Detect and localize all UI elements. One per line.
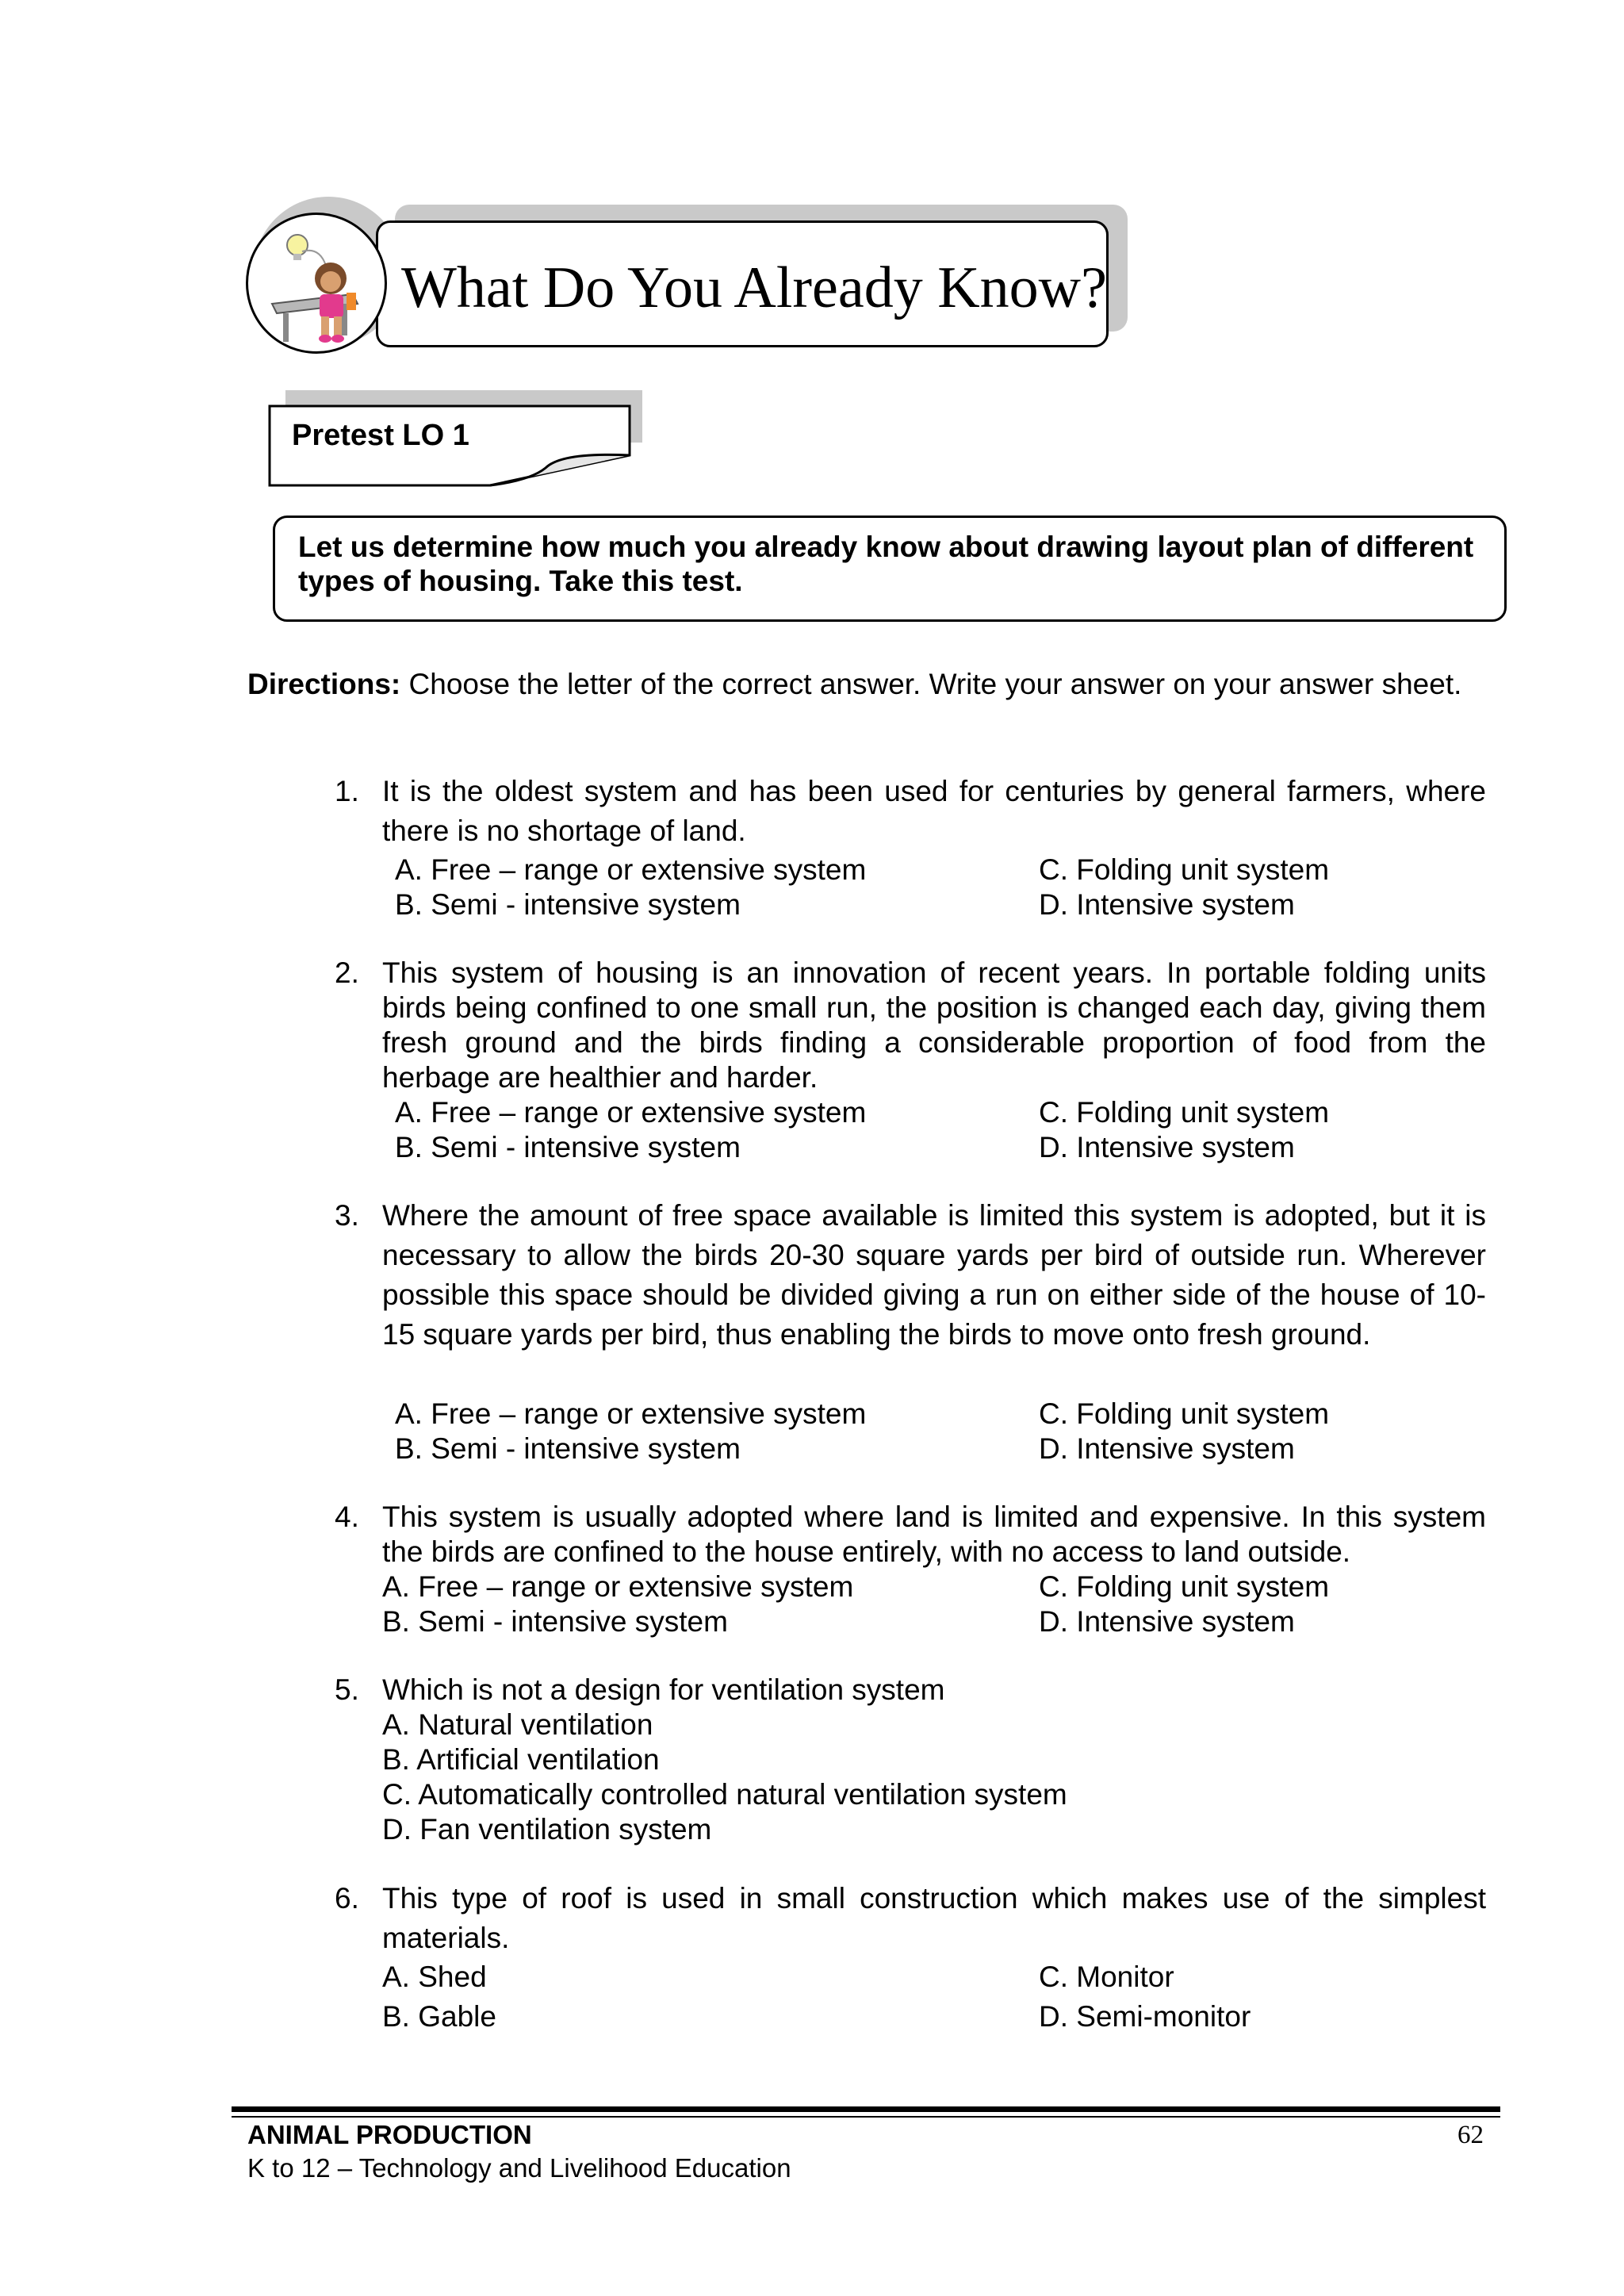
option-d: D. Intensive system <box>1039 888 1295 921</box>
student-thinking-icon <box>246 213 387 354</box>
question-number: 4. <box>335 1501 359 1533</box>
question-text: Which is not a design for ventilation system <box>382 1673 945 1706</box>
question-number: 6. <box>335 1882 359 1915</box>
option-a: A. Shed <box>382 1961 487 1993</box>
question-number: 1. <box>335 775 359 807</box>
option-c: C. Automatically controlled natural ventilation system <box>382 1778 1067 1811</box>
footer-rule-thin <box>232 2116 1500 2118</box>
question-text: This system of housing is an innovation of recent years. In portable folding units birds being confined to one small run, the position is changed each day, giving them fresh ground and the birds finding a considerable proportion of food from the herbage are healthier and harder. <box>382 956 1486 1094</box>
option-a: A. Free – range or extensive system <box>395 1096 867 1129</box>
directions-label: Directions: <box>247 668 401 700</box>
option-b: B. Semi - intensive system <box>395 1131 741 1163</box>
question-text: Where the amount of free space available is limited this system is adopted, but it is necessary to allow the birds 20-30 square yards per bird of outside run. Wherever possible this space should be divided giving a run on either side of the house of 10-15 square yards per bird, thus enabling the birds to move onto fresh ground. <box>382 1199 1486 1351</box>
option-b: B. Gable <box>382 2000 496 2033</box>
pretest-label: Pretest LO 1 <box>292 419 469 452</box>
question-number: 5. <box>335 1673 359 1706</box>
option-a: A. Free – range or extensive system <box>395 1397 867 1430</box>
option-c: C. Folding unit system <box>1039 1570 1330 1603</box>
question-number: 3. <box>335 1199 359 1232</box>
page-title: What Do You Already Know? <box>401 255 1107 320</box>
intro-text: Let us determine how much you already know about drawing layout plan of different types of housing. Take this test. <box>298 531 1474 597</box>
option-d: D. Fan ventilation system <box>382 1813 712 1846</box>
option-a: A. Free – range or extensive system <box>395 853 867 886</box>
option-b: B. Semi - intensive system <box>395 888 741 921</box>
option-b: B. Semi - intensive system <box>395 1432 741 1465</box>
directions <box>247 666 1486 702</box>
option-c: C. Folding unit system <box>1039 1096 1330 1129</box>
page-number: 62 <box>1457 2121 1484 2149</box>
question-text: It is the oldest system and has been used for centuries by general farmers, where there is no shortage of land. <box>382 775 1486 847</box>
footer-title: ANIMAL PRODUCTION <box>247 2120 532 2149</box>
option-d: D. Intensive system <box>1039 1432 1295 1465</box>
option-d: D. Semi-monitor <box>1039 2000 1251 2033</box>
option-b: B. Artificial ventilation <box>382 1743 660 1776</box>
option-c: C. Folding unit system <box>1039 853 1330 886</box>
directions-text: Choose the letter of the correct answer. Write your answer on your answer sheet. <box>400 668 1462 700</box>
option-d: D. Intensive system <box>1039 1605 1295 1638</box>
question-number: 2. <box>335 956 359 989</box>
footer-rule <box>232 2106 1500 2112</box>
footer-subtitle: K to 12 – Technology and Livelihood Education <box>247 2153 791 2183</box>
option-c: C. Monitor <box>1039 1961 1174 1993</box>
option-d: D. Intensive system <box>1039 1131 1295 1163</box>
option-c: C. Folding unit system <box>1039 1397 1330 1430</box>
question-text: This type of roof is used in small construction which makes use of the simplest materials. <box>382 1882 1486 1954</box>
option-a: A. Free – range or extensive system <box>382 1570 854 1603</box>
question-text: This system is usually adopted where land is limited and expensive. In this system the birds are confined to the house entirely, with no access to land outside. <box>382 1501 1486 1568</box>
option-a: A. Natural ventilation <box>382 1708 653 1741</box>
option-b: B. Semi - intensive system <box>382 1605 728 1638</box>
